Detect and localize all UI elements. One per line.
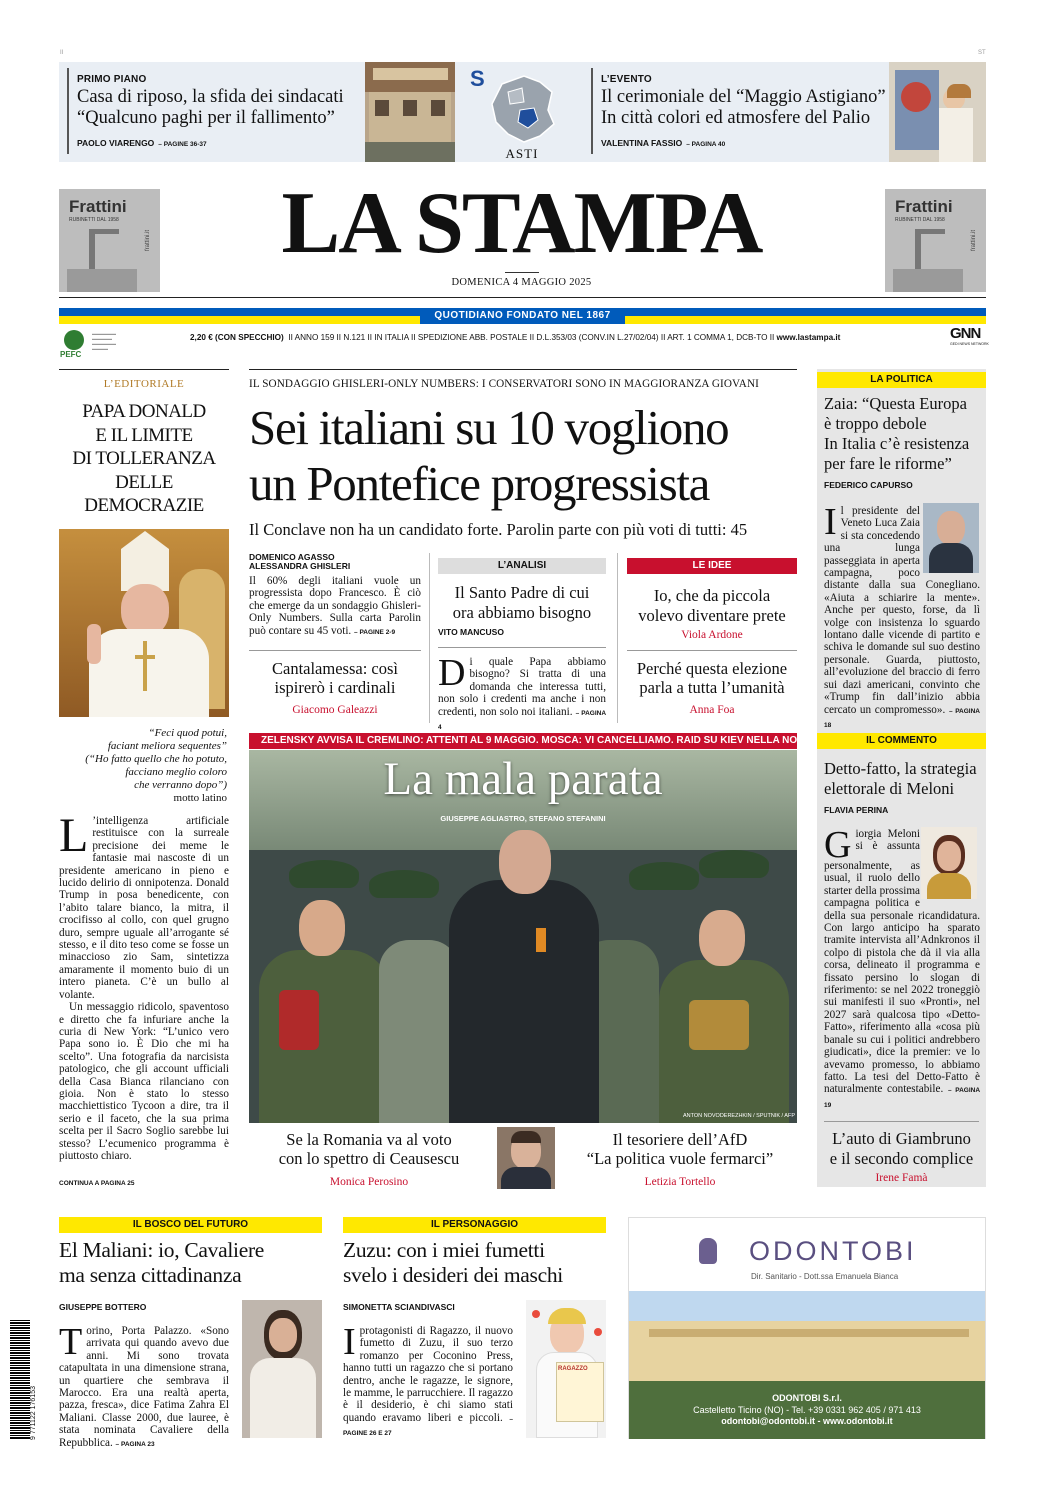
city-name: ASTI [505, 146, 539, 161]
giambruno-teaser[interactable]: L’auto di Giambruno e il secondo complice Irene Famà [829, 1129, 974, 1184]
pefc-fineprint: ▬▬▬▬▬▬ ▬▬▬▬▬ ▬▬▬▬▬▬ ▬▬▬▬ [92, 331, 116, 351]
headline: Il cerimoniale del “Maggio Astigiano” In città colori ed atmosfere del Palio [601, 87, 886, 128]
analisi-teaser[interactable]: Il Santo Padre di cui ora abbiamo bisogno VITO MANCUSO Di quale Papa abbiamo bisogno? Si tratta di una domanda che interessa tutti, non solo i credenti ma anche i non credenti, non solo noi italiani. – PAGINA 4 [438, 583, 607, 732]
afd-teaser[interactable]: Il tesoriere dell’AfD “La politica vuole fermarci” Letizia Tortello [586, 1130, 774, 1188]
kicker: PRIMO PIANO [77, 74, 147, 85]
pefc-logo: PEFC [60, 330, 88, 362]
barcode [10, 1320, 30, 1440]
commento-teaser[interactable]: Detto-fatto, la strategia elettorale di Meloni FLAVIA PERINA [824, 759, 977, 815]
bosco-teaser[interactable]: El Maliani: io, Cavaliere ma senza cittadinanza GIUSEPPE BOTTERO [59, 1238, 265, 1312]
latin-quote: “Feci quod potui, faciant meliora sequentes” (“Ho fatto quello che ho potuto, facciano meglio coloro che verranno dopo”) motto latino [85, 727, 227, 804]
politica-body: Il presidente del Veneto Luca Zaia si sta concedendo una lunga passeggiata in aperta campagna, poco distante dalla sua Conegliano. «Aiuta a schiarire la mente». Anche per questo, forse, da lì volge con insistenza lo sguardo lontano dalle vicende di partito e schiva le domande sul suo destino personale. Guarda, piuttosto, all’evoluzione del braccio di ferro sui dazi americani, convinto che «Trump fin dall’inizio abbia cercato un compromesso». – PAGINA 18 [824, 501, 980, 729]
editorial-title: PAPA DONALD E IL LIMITE DI TOLLERANZA DELLE DEMOCRAZIE [72, 401, 216, 516]
idee-teaser-1[interactable]: Io, che da piccola volevo diventare prete Viola Ardone [638, 586, 786, 641]
byline: VALENTINA FASSIO [601, 138, 683, 148]
romania-teaser[interactable]: Se la Romania va al voto con lo spettro di Ceausescu Monica Perosino [278, 1130, 460, 1188]
personaggio-teaser[interactable]: Zuzu: con i miei fumetti svelo i desideri dei maschi SIMONETTA SCIANDIVASCI [343, 1238, 563, 1312]
bosco-body: Torino, Porta Palazzo. «Sono arrivata qui quando avevo due anni. Mi sono trovata catapultata in una dimensione strana, un quartiere che sembrava il Marocco. Era una realtà aperta, pazza, fresca», dice Fatima Zahra El Maliani. Classe 2000, due lauree, è stata nominata Cavaliere della Repubblica. – PAGINA 23 [59, 1321, 229, 1449]
parata-banner: ZELENSKY AVVISA IL CREMLINO: ATTENTI AL 9 MAGGIO. MOSCA: VI CANCELLIAMO. RAID SU KIEV NELLA NOTTE [249, 733, 797, 749]
frattini-ad-right[interactable]: Frattini RUBINETTI DAL 1958 frattini.it [885, 189, 986, 292]
frattini-ad-left[interactable]: Frattini RUBINETTI DAL 1958 frattini.it [59, 189, 160, 292]
editorial-body: L ’intelligenza artificiale restituisce con la surreale precisione dei meme le fantasie mai nascoste di un presidente americano in pieno e lucido delirio di onnipotenza. Donald Trump in posa benedicente, con l’abito talare bianco, la mitra, il crocifisso al collo, con quel grugno duro, sempre uguale all’arrogante sé stesso, e il dito teso come se fosse un minaccioso zio Sam, sintetizza amaramente il momento buio di un intero pianeta. C’è un bullo al volante. Un messaggio ridicolo, spaventoso e diretto che fa infuriare anche la curia di New York: “L’unico vero Papa sono io. È Dio che mi ha scelto”. Una fotografia da narcisista patologico, che gli account ufficiali della Casa Bianca rilanciano con gioia. Non è stato lo stesso macchiettistico Tycoon a dire, tra il serio e il faceto, che la sua prima scelta per il Sacro Soglio sarebbe lui stesso? L’ecumenico programma è piuttosto chiaro. [59, 809, 229, 1162]
palio-painting-photo [889, 62, 986, 162]
top-strip-right-teaser[interactable]: L’EVENTO Il cerimoniale del “Maggio Astigiano” In città colori ed atmosfere del Palio VALENTINA FASSIO – PAGINA 40 [601, 74, 886, 148]
politica-chip: LA POLITICA [817, 372, 986, 388]
section-logo: S [470, 66, 485, 91]
odontobi-brand: ODONTOBI [749, 1236, 917, 1266]
kicker: L’EDITORIALE [103, 378, 185, 390]
byline: PAOLO VIARENGO [77, 138, 155, 148]
photo-credit: ANTON NOVODEREZHKIN / SPUTNIK / AFP [682, 1113, 795, 1119]
commento-chip: IL COMMENTO [817, 733, 986, 749]
kicker: L’EVENTO [601, 74, 652, 85]
issue-info-line: 2,20 € (CON SPECCHIO) II ANNO 159 II N.121 II IN ITALIA II SPEDIZIONE ABB. POSTALE II D.L.353/03 (CONV.IN L.27/02/04) II ART. 1 COMMA 1, DCB-TO II www.lastampa.it [190, 333, 841, 342]
corner-mark-left: II [60, 50, 64, 56]
personaggio-chip: IL PERSONAGGIO [343, 1217, 606, 1233]
afd-treasurer-photo [497, 1127, 555, 1189]
lead-headline[interactable]: Sei italiani su 10 vogliono un Pontefice progressista [249, 400, 729, 511]
lead-subhead: Il Conclave non ha un candidato forte. Parolin parte con più voti di tutti: 45 [249, 520, 748, 539]
el-maliani-photo [242, 1300, 322, 1438]
founded-label: QUOTIDIANO FONDATO NEL 1867 [420, 308, 625, 324]
masthead-title: LA STAMPA [281, 175, 762, 272]
personaggio-body: I protagonisti di Ragazzo, il nuovo fumetto di Zuzu, il suo terzo romanzo per Coconino Press, hanno tutti un ragazzo che si portano dentro, anche le ragazze, le signore, le mamme, le parrucchiere. Il ragazzo è il desiderio, è chi siamo stati quando eravamo liberi e piccoli. – PAGINE 26 E 27 [343, 1321, 513, 1438]
gnn-logo: GNN GEDI NEWS NETWORK [950, 325, 989, 346]
parata-byline: GIUSEPPE AGLIASTRO, STEFANO STEFANINI [440, 814, 606, 823]
odontobi-ad[interactable]: ODONTOBI Dir. Sanitario - Dott.ssa Emanuela Bianca ODONTOBI S.r.l. Castelletto Ticino (NO) - Tel. +39 0331 962 405 / 971 413 odontobi@odontobi.it - www.odontobi.it [628, 1217, 986, 1439]
barcode-digits: 9 771122 176153 [30, 1386, 37, 1440]
politica-teaser[interactable]: Zaia: “Questa Europa è troppo debole In Italia c’è resistenza per fare le riforme” FEDERICO CAPURSO [824, 394, 970, 490]
issue-date: DOMENICA 4 MAGGIO 2025 [451, 277, 592, 288]
site-link[interactable]: www.lastampa.it [776, 333, 841, 342]
lead-body-block: DOMENICO AGASSO ALESSANDRA GHISLERI Il 60% degli italiani vuole un progressista dopo Francesco. È ciò che emerge da un sondaggio Ghisleri-Only Numbers. Sulla carta Parolin può contare su 45 voti. – PAGINE 2-9 [249, 552, 421, 637]
top-strip-left-teaser[interactable]: PRIMO PIANO Casa di riposo, la sfida dei sindacati “Qualcuno paghi per il fallimento” PAOLO VIARENGO – PAGINE 36-37 [77, 74, 357, 151]
trump-pope-photo [59, 529, 229, 717]
parata-headline: La mala parata [383, 753, 663, 805]
nursing-home-photo [365, 62, 455, 162]
editoriale[interactable] [59, 378, 229, 542]
headline: Casa di riposo, la sfida dei sindacati “Qualcuno paghi per il fallimento” [77, 87, 344, 128]
zuzu-photo: RAGAZZO [526, 1300, 606, 1438]
idee-chip: LE IDEE [627, 558, 797, 574]
analisi-chip: L’ANALISI [438, 558, 606, 574]
idee-teaser-2[interactable]: Perché questa elezione parla a tutta l’umanità Anna Foa [636, 659, 788, 716]
lead-kicker: IL SONDAGGIO GHISLERI-ONLY NUMBERS: I CONSERVATORI SONO IN MAGGIORANZA GIOVANI [249, 378, 759, 390]
bosco-chip: IL BOSCO DEL FUTURO [59, 1217, 322, 1233]
commento-body: Giorgia Meloni si è assunta personalmente, as usual, il ruolo dello starter della prossima campagna politica e della sua personale ricandidatura. Con largo anticipo ha sparato tramite intervista all’Adnkronos il colpo di pistola che dà il via alla corsa, delineato il programma e fissato persino lo slogan di riferimento: se nel 2022 troneggiò sui manifesti il suo «Pronti», nel 2027 sarà qualcosa tipo «Detto-Fatto», riferimento alla «cosa più banale su cui i politici andrebbero giudicati», dice la premier: ve lo avevamo promesso, lo abbiamo fatto. La tesi del Detto-Fatto è naturalmente contestabile. – PAGINA 19 [824, 824, 981, 1109]
continue-link[interactable]: CONTINUA A PAGINA 25 [59, 1180, 135, 1187]
cantalamessa-teaser[interactable]: Cantalamessa: così ispirerò i cardinali Giacomo Galeazzi [271, 659, 398, 716]
asti-map-badge [462, 62, 582, 162]
byline: DOMENICO AGASSO ALESSANDRA GHISLERI [249, 552, 351, 571]
corner-mark-right: ST [978, 50, 986, 56]
